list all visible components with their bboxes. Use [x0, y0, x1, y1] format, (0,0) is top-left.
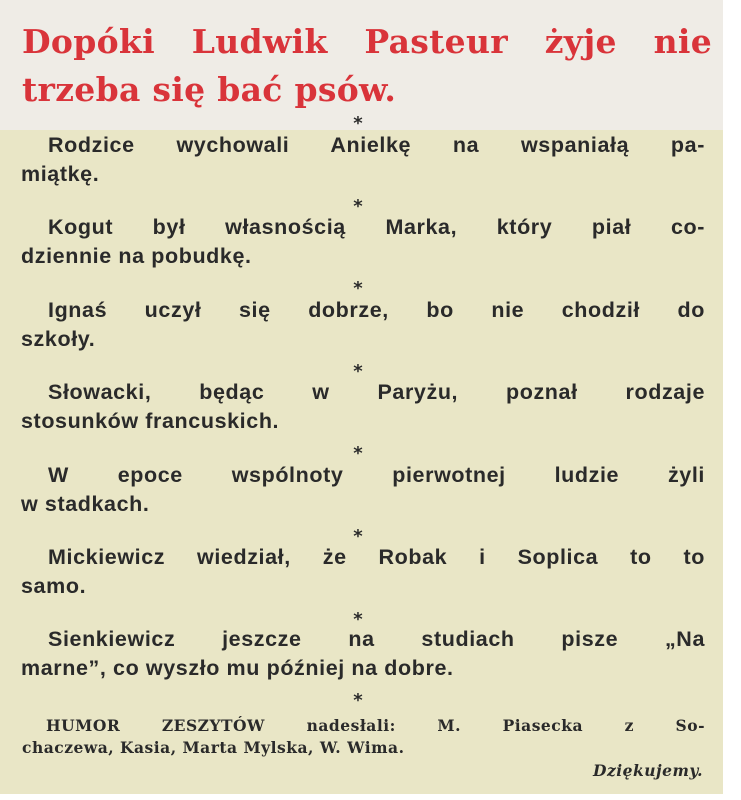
page-margin-right — [723, 0, 741, 800]
asterisk-separator: * — [353, 443, 363, 464]
joke-item-6 — [21, 543, 705, 601]
joke-line: stosunków francuskich. — [21, 409, 280, 433]
credits-line: chaczewa, Kasia, Marta Mylska, W. Wima. — [22, 738, 405, 757]
joke-line: w stadkach. — [21, 492, 150, 516]
joke-item-5 — [21, 461, 705, 519]
asterisk-separator: * — [353, 609, 363, 630]
title-line-1: Dopóki Ludwik Pasteur żyje nie — [22, 22, 712, 61]
joke-line: Kogut był własnością Marka, który piał co- — [48, 215, 705, 239]
joke-line: samo. — [21, 574, 87, 598]
joke-line: Rodzice wychowali Anielkę na wspaniałą pa- — [48, 133, 705, 157]
joke-line: miątkę. — [21, 162, 100, 186]
credits-line: HUMOR ZESZYTÓW nadesłali: M. Piasecka z So- — [46, 716, 705, 735]
asterisk-separator: * — [353, 526, 363, 547]
joke-item-2 — [21, 213, 705, 271]
thanks-signoff: Dziękujemy. — [593, 761, 703, 780]
asterisk-separator: * — [353, 690, 363, 711]
joke-line: dziennie na pobudkę. — [21, 244, 252, 268]
joke-item-4 — [21, 378, 705, 436]
joke-item-3 — [21, 296, 705, 354]
joke-line: Mickiewicz wiedział, że Robak i Soplica to to — [48, 545, 705, 569]
clipping-title — [22, 18, 712, 114]
joke-item-7 — [21, 625, 705, 683]
joke-item-1 — [21, 131, 705, 189]
asterisk-separator: * — [353, 278, 363, 299]
credits — [22, 715, 705, 759]
title-line-2: trzeba się bać psów. — [22, 70, 397, 109]
joke-line: Ignaś uczył się dobrze, bo nie chodził do — [48, 298, 705, 322]
asterisk-separator: * — [353, 113, 363, 134]
page-margin-bottom — [0, 794, 741, 800]
joke-line: W epoce wspólnoty pierwotnej ludzie żyli — [48, 463, 705, 487]
joke-line: Sienkiewicz jeszcze na studiach pisze „Na — [48, 627, 705, 651]
asterisk-separator: * — [353, 361, 363, 382]
joke-line: Słowacki, będąc w Paryżu, poznał rodzaje — [48, 380, 705, 404]
joke-line: marne”, co wyszło mu później na dobre. — [21, 656, 454, 680]
asterisk-separator: * — [353, 196, 363, 217]
joke-line: szkoły. — [21, 327, 96, 351]
